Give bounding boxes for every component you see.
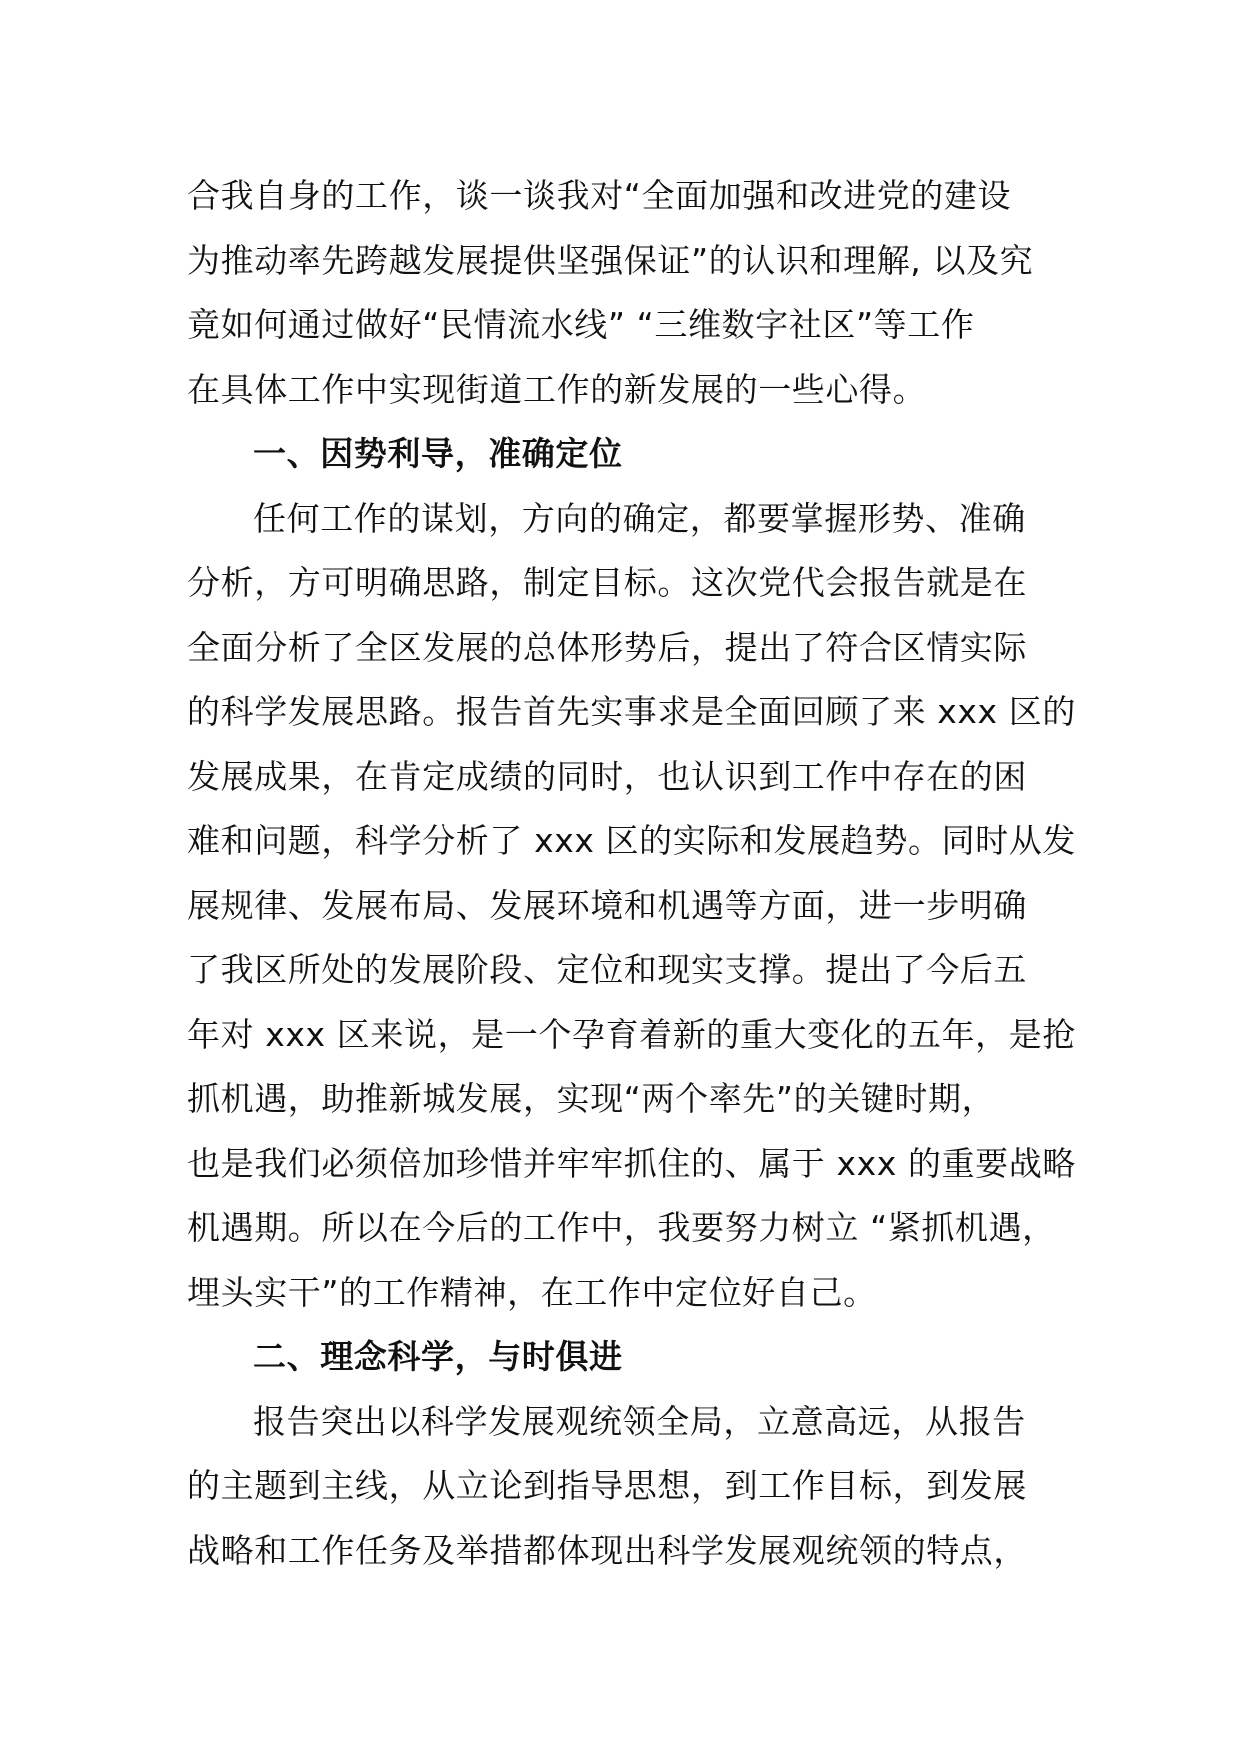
document-body — [187, 164, 1087, 1583]
body-line: 战略和工作任务及举措都体现出科学发展观统领的特点， — [187, 1530, 1027, 1570]
body-line: 竟如何通过做好“民情流水线” “三维数字社区”等工作 — [187, 305, 975, 344]
section-heading-1: 一、因势利导，准确定位 — [253, 434, 623, 473]
body-line: 埋头实干”的工作精神，在工作中定位好自己。 — [187, 1272, 877, 1312]
body-line: 的科学发展思路。报告首先实事求是全面回顾了来 xxx 区的 — [187, 692, 1076, 731]
body-line: 发展成果，在肯定成绩的同时，也认识到工作中存在的困 — [187, 756, 1027, 796]
body-line: 的主题到主线，从立论到指导思想，到工作目标，到发展 — [187, 1466, 1027, 1505]
body-line: 为推动率先跨越发展提供坚强保证”的认识和理解, 以及究 — [187, 240, 1034, 280]
body-line: 难和问题，科学分析了 xxx 区的实际和发展趋势。同时从发 — [187, 821, 1076, 860]
body-line: 抓机遇，助推新城发展，实现“两个率先”的关键时期， — [187, 1079, 996, 1118]
paragraph-first-line: 任何工作的谋划，方向的确定，都要掌握形势、准确 — [253, 498, 1026, 538]
body-line: 了我区所处的发展阶段、定位和现实支撑。提出了今后五 — [187, 950, 1027, 989]
body-line: 分析，方可明确思路，制定目标。这次党代会报告就是在 — [187, 563, 1027, 602]
section-heading-2: 二、理念科学，与时俱进 — [253, 1337, 623, 1376]
body-line: 全面分析了全区发展的总体形势后，提出了符合区情实际 — [187, 627, 1027, 667]
body-line: 年对 xxx 区来说，是一个孕育着新的重大变化的五年，是抢 — [187, 1014, 1076, 1054]
paragraph-first-line: 报告突出以科学发展观统领全局，立意高远，从报告 — [253, 1401, 1026, 1441]
body-line: 也是我们必须倍加珍惜并牢牢抓住的、属于 xxx 的重要战略 — [187, 1143, 1076, 1183]
body-line: 展规律、发展布局、发展环境和机遇等方面，进一步明确 — [187, 885, 1027, 925]
body-line: 合我自身的工作，谈一谈我对“全面加强和改进党的建设 — [187, 176, 1012, 215]
body-line: 在具体工作中实现街道工作的新发展的一些心得。 — [187, 369, 927, 409]
body-line: 机遇期。所以在今后的工作中，我要努力树立 “紧抓机遇， — [187, 1208, 1056, 1247]
